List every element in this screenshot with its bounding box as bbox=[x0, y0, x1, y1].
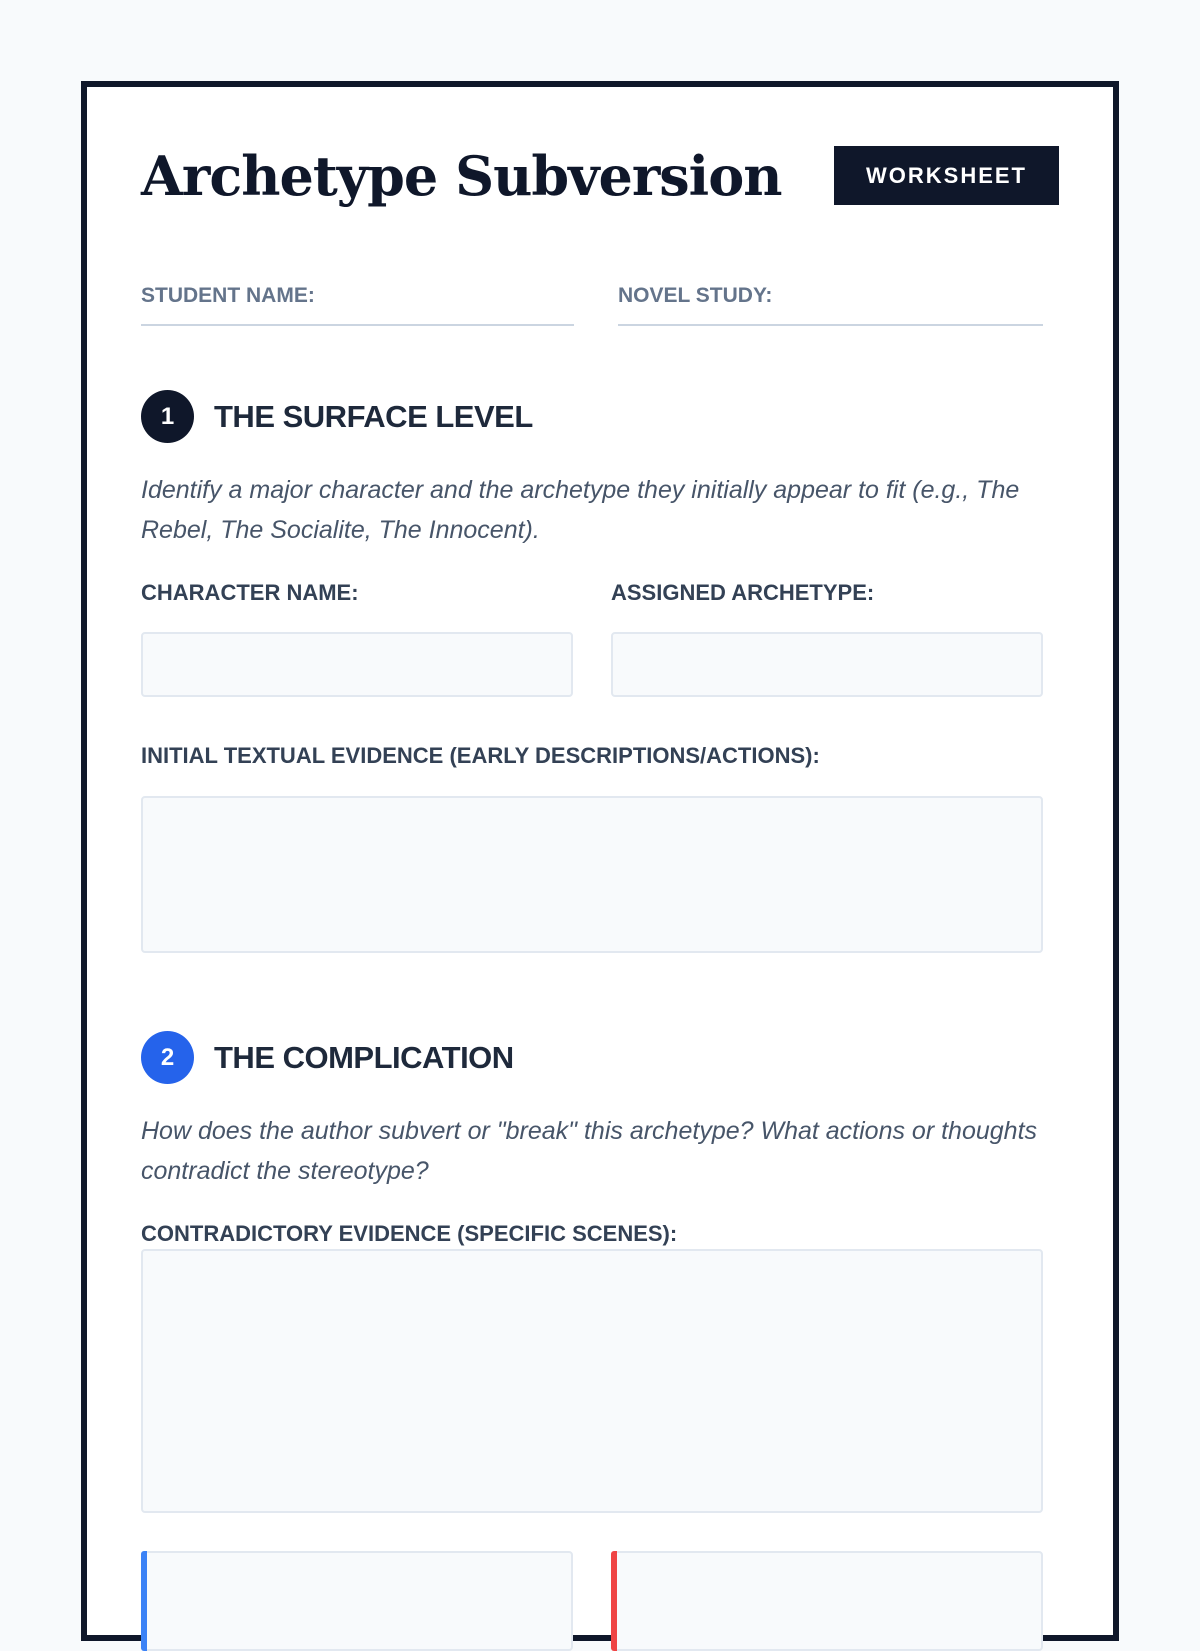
novel-study-field[interactable] bbox=[618, 283, 1043, 326]
assigned-archetype-label: ASSIGNED ARCHETYPE: bbox=[611, 580, 875, 605]
worksheet-header bbox=[141, 141, 1059, 211]
student-name-field[interactable] bbox=[141, 283, 574, 326]
section-1-instructions: Identify a major character and the archetype they initially appear to fit (e.g., The Rebel, The Socialite, The Innocent). bbox=[141, 476, 1020, 544]
contradictory-evidence-label: CONTRADICTORY EVIDENCE (SPECIFIC SCENES): bbox=[141, 1221, 678, 1246]
novel-study-label: NOVEL STUDY: bbox=[618, 284, 773, 307]
section-2-number-badge: 2 bbox=[141, 1031, 194, 1084]
section-1-title: THE SURFACE LEVEL bbox=[214, 399, 533, 434]
left-accent-field[interactable] bbox=[141, 1551, 573, 1651]
right-accent-field[interactable] bbox=[611, 1551, 1043, 1651]
section-2-header bbox=[141, 1031, 1059, 1085]
worksheet-badge: WORKSHEET bbox=[834, 146, 1059, 205]
section-1-number-badge: 1 bbox=[141, 390, 194, 443]
left-accent-bar bbox=[141, 1551, 147, 1651]
character-name-input[interactable] bbox=[141, 632, 573, 697]
worksheet-page bbox=[81, 81, 1119, 1641]
student-name-label: STUDENT NAME: bbox=[141, 284, 315, 307]
section-2-title: THE COMPLICATION bbox=[214, 1040, 514, 1075]
contradictory-evidence-textarea[interactable] bbox=[141, 1249, 1043, 1513]
right-accent-bar bbox=[611, 1551, 617, 1651]
initial-evidence-label: INITIAL TEXTUAL EVIDENCE (EARLY DESCRIPTIONS/ACTIONS): bbox=[141, 743, 820, 768]
initial-evidence-textarea[interactable] bbox=[141, 796, 1043, 953]
character-name-label: CHARACTER NAME: bbox=[141, 580, 359, 605]
section-2-instructions: How does the author subvert or "break" this archetype? What actions or thoughts contradict the stereotype? bbox=[141, 1117, 1038, 1185]
page-title: Archetype Subversion bbox=[141, 144, 782, 208]
assigned-archetype-input[interactable] bbox=[611, 632, 1043, 697]
section-1-header bbox=[141, 390, 1059, 444]
